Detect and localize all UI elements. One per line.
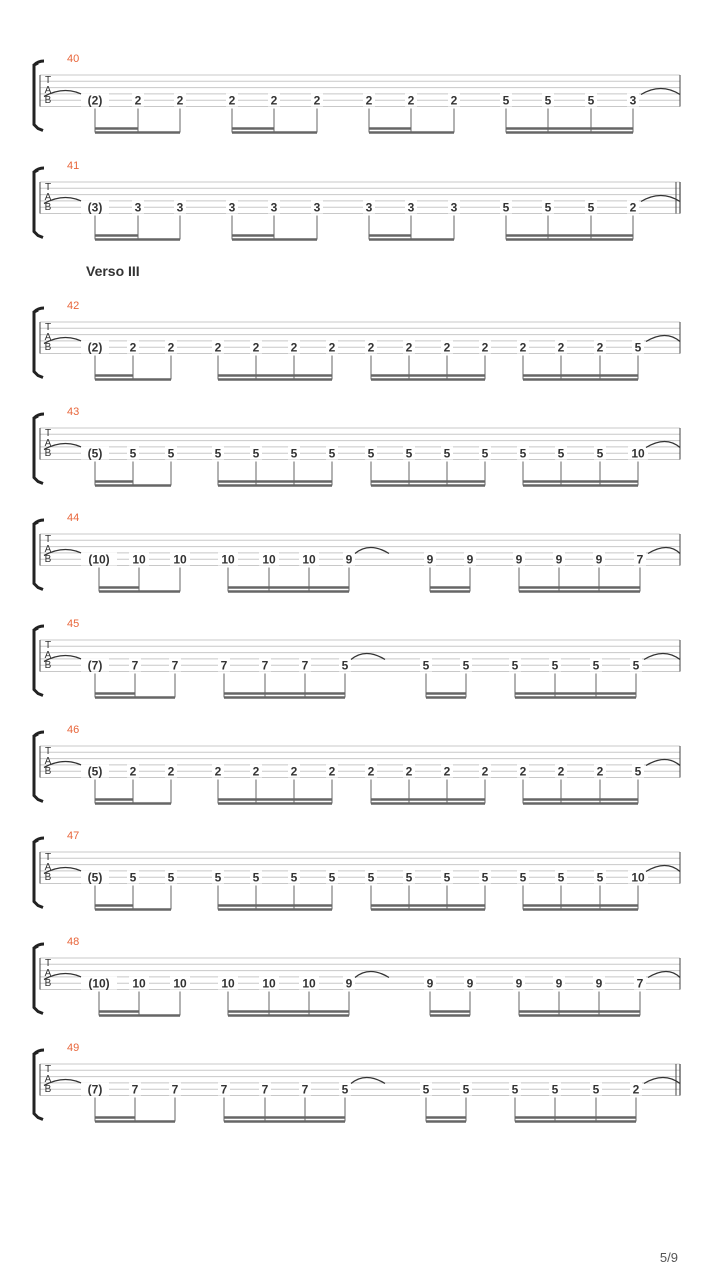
tab-clef-letter: T [44,534,52,545]
fret-number: 9 [426,552,434,567]
fret-number: 3 [629,93,637,108]
fret-number: 5 [290,446,298,461]
fret-number: 9 [515,552,523,567]
tab-clef-letter: B [44,1084,52,1095]
fret-number: 3 [228,200,236,215]
fret-number: 5 [328,446,336,461]
fret-number: 2 [405,340,413,355]
fret-number: (5) [87,446,103,461]
fret-number: 10 [631,446,645,461]
tab-clef-letter: T [44,640,52,651]
staff-brace [34,168,44,238]
fret-number: 2 [629,200,637,215]
fret-number: (10) [88,552,110,567]
measure-number: 47 [67,830,80,842]
fret-number: 2 [481,764,489,779]
fret-number: 2 [443,764,451,779]
fret-number: 7 [220,1082,228,1097]
fret-number: 5 [129,446,137,461]
fret-number: 5 [634,764,642,779]
fret-number: 5 [502,200,510,215]
tab-clef-letter: T [44,852,52,863]
fret-number: 10 [302,976,316,991]
fret-number: 5 [462,658,470,673]
tab-clef-letter: T [44,958,52,969]
fret-number: 10 [631,870,645,885]
fret-number: 5 [167,446,175,461]
fret-number: 2 [596,764,604,779]
fret-number: 5 [544,200,552,215]
fret-number: 5 [462,1082,470,1097]
fret-number: 5 [443,446,451,461]
tab-clef-letter: B [44,872,52,883]
fret-number: (2) [87,340,103,355]
fret-number: 5 [290,870,298,885]
fret-number: 7 [261,1082,269,1097]
fret-number: 2 [443,340,451,355]
fret-number: 2 [134,93,142,108]
fret-number: 10 [262,552,276,567]
fret-number: 2 [367,340,375,355]
fret-number: 5 [167,870,175,885]
fret-number: 2 [176,93,184,108]
fret-number: 5 [367,446,375,461]
tab-clef-letter: A [44,756,52,767]
fret-number: 3 [134,200,142,215]
fret-number: 9 [466,976,474,991]
fret-number: 2 [129,764,137,779]
fret-number: 9 [345,552,353,567]
tab-clef-letter: T [44,428,52,439]
fret-number: 2 [328,764,336,779]
fret-number: 5 [422,658,430,673]
fret-number: 5 [519,870,527,885]
fret-number: 5 [587,93,595,108]
tab-clef-letter: T [44,75,52,86]
tab-clef-letter: B [44,202,52,213]
tab-clef-letter: B [44,95,52,106]
fret-number: 5 [214,446,222,461]
fret-number: (5) [87,764,103,779]
fret-number: 2 [596,340,604,355]
fret-number: 9 [515,976,523,991]
fret-number: 5 [214,870,222,885]
fret-number: 2 [252,340,260,355]
fret-number: 5 [481,446,489,461]
page-number: 5/9 [659,1250,678,1265]
fret-number: 5 [328,870,336,885]
tab-clef-letter: T [44,182,52,193]
measure-number: 42 [67,300,80,312]
fret-number: 7 [171,658,179,673]
fret-number: 9 [595,976,603,991]
fret-number: 5 [405,870,413,885]
fret-number: 5 [596,446,604,461]
fret-number: (2) [87,93,103,108]
fret-number: 3 [313,200,321,215]
measure-number: 40 [67,53,80,65]
fret-number: 2 [519,764,527,779]
tab-clef-letter: B [44,660,52,671]
fret-number: 2 [328,340,336,355]
tab-clef-letter: A [44,85,52,96]
fret-number: 7 [220,658,228,673]
fret-number: 3 [270,200,278,215]
fret-number: (3) [87,200,103,215]
fret-number: 3 [450,200,458,215]
tab-clef-letter: B [44,978,52,989]
measure-number: 41 [67,160,80,172]
staff-brace [34,626,44,696]
fret-number: 5 [511,658,519,673]
fret-number: 2 [167,340,175,355]
fret-number: 5 [443,870,451,885]
tab-clef-letter: T [44,322,52,333]
tab-clef-letter: B [44,342,52,353]
fret-number: 2 [167,764,175,779]
fret-number: 5 [405,446,413,461]
fret-number: 2 [557,340,565,355]
staff-brace [34,838,44,908]
fret-number: 10 [302,552,316,567]
fret-number: 5 [551,1082,559,1097]
fret-number: (5) [87,870,103,885]
fret-number: 5 [544,93,552,108]
measure-number: 49 [67,1042,80,1054]
fret-number: 7 [131,1082,139,1097]
fret-number: 10 [132,976,146,991]
staff-brace [34,520,44,590]
fret-number: 2 [270,93,278,108]
fret-number: 9 [466,552,474,567]
fret-number: (7) [87,658,103,673]
staff-brace [34,308,44,378]
staff-brace [34,414,44,484]
fret-number: 5 [502,93,510,108]
fret-number: 7 [131,658,139,673]
fret-number: 5 [252,870,260,885]
measure-number: 44 [67,512,80,524]
fret-number: 5 [592,658,600,673]
measure-number: 48 [67,936,80,948]
fret-number: 10 [221,552,235,567]
tab-clef-letter: A [44,438,52,449]
fret-number: 7 [301,658,309,673]
tab-clef-letter: A [44,1074,52,1085]
tab-clef-letter: A [44,650,52,661]
fret-number: 7 [261,658,269,673]
fret-number: 2 [557,764,565,779]
fret-number: 5 [557,446,565,461]
fret-number: 2 [481,340,489,355]
fret-number: 2 [129,340,137,355]
fret-number: 3 [365,200,373,215]
fret-number: 2 [228,93,236,108]
fret-number: 2 [214,340,222,355]
fret-number: 9 [555,976,563,991]
fret-number: 7 [171,1082,179,1097]
measure-number: 45 [67,618,80,630]
fret-number: 5 [596,870,604,885]
tab-clef-letter: B [44,766,52,777]
tab-clef-letter: B [44,554,52,565]
fret-number: 5 [632,658,640,673]
fret-number: 9 [555,552,563,567]
measure-number: 46 [67,724,80,736]
fret-number: 7 [636,976,644,991]
fret-number: 2 [519,340,527,355]
staff-brace [34,732,44,802]
fret-number: 5 [511,1082,519,1097]
fret-number: 2 [632,1082,640,1097]
fret-number: 2 [290,764,298,779]
fret-number: 2 [290,340,298,355]
fret-number: 5 [557,870,565,885]
fret-number: 10 [262,976,276,991]
fret-number: 10 [221,976,235,991]
fret-number: 9 [426,976,434,991]
fret-number: 2 [252,764,260,779]
fret-number: 5 [592,1082,600,1097]
fret-number: 5 [341,658,349,673]
staff-brace [34,944,44,1014]
section-label: Verso III [86,263,140,279]
fret-number: 2 [313,93,321,108]
fret-number: 2 [405,764,413,779]
fret-number: 5 [587,200,595,215]
fret-number: 3 [176,200,184,215]
tab-clef-letter: A [44,968,52,979]
fret-number: 5 [367,870,375,885]
tab-clef-letter: A [44,332,52,343]
fret-number: 3 [407,200,415,215]
fret-number: 2 [214,764,222,779]
fret-number: 9 [345,976,353,991]
tab-clef-letter: A [44,192,52,203]
fret-number: 9 [595,552,603,567]
fret-number: 10 [173,552,187,567]
staff-brace [34,61,44,131]
fret-number: 10 [132,552,146,567]
fret-number: 5 [129,870,137,885]
tab-clef-letter: A [44,544,52,555]
staff-brace [34,1050,44,1120]
fret-number: 5 [252,446,260,461]
measure-number: 43 [67,406,80,418]
fret-number: 7 [301,1082,309,1097]
fret-number: 5 [551,658,559,673]
fret-number: 5 [634,340,642,355]
fret-number: 2 [367,764,375,779]
fret-number: 10 [173,976,187,991]
fret-number: 2 [365,93,373,108]
tab-clef-letter: T [44,746,52,757]
tab-clef-letter: T [44,1064,52,1075]
fret-number: (7) [87,1082,103,1097]
tab-clef-letter: A [44,862,52,873]
fret-number: 7 [636,552,644,567]
fret-number: 5 [422,1082,430,1097]
tab-clef-letter: B [44,448,52,459]
fret-number: 5 [481,870,489,885]
fret-number: 2 [450,93,458,108]
fret-number: (10) [88,976,110,991]
fret-number: 5 [519,446,527,461]
fret-number: 5 [341,1082,349,1097]
fret-number: 2 [407,93,415,108]
